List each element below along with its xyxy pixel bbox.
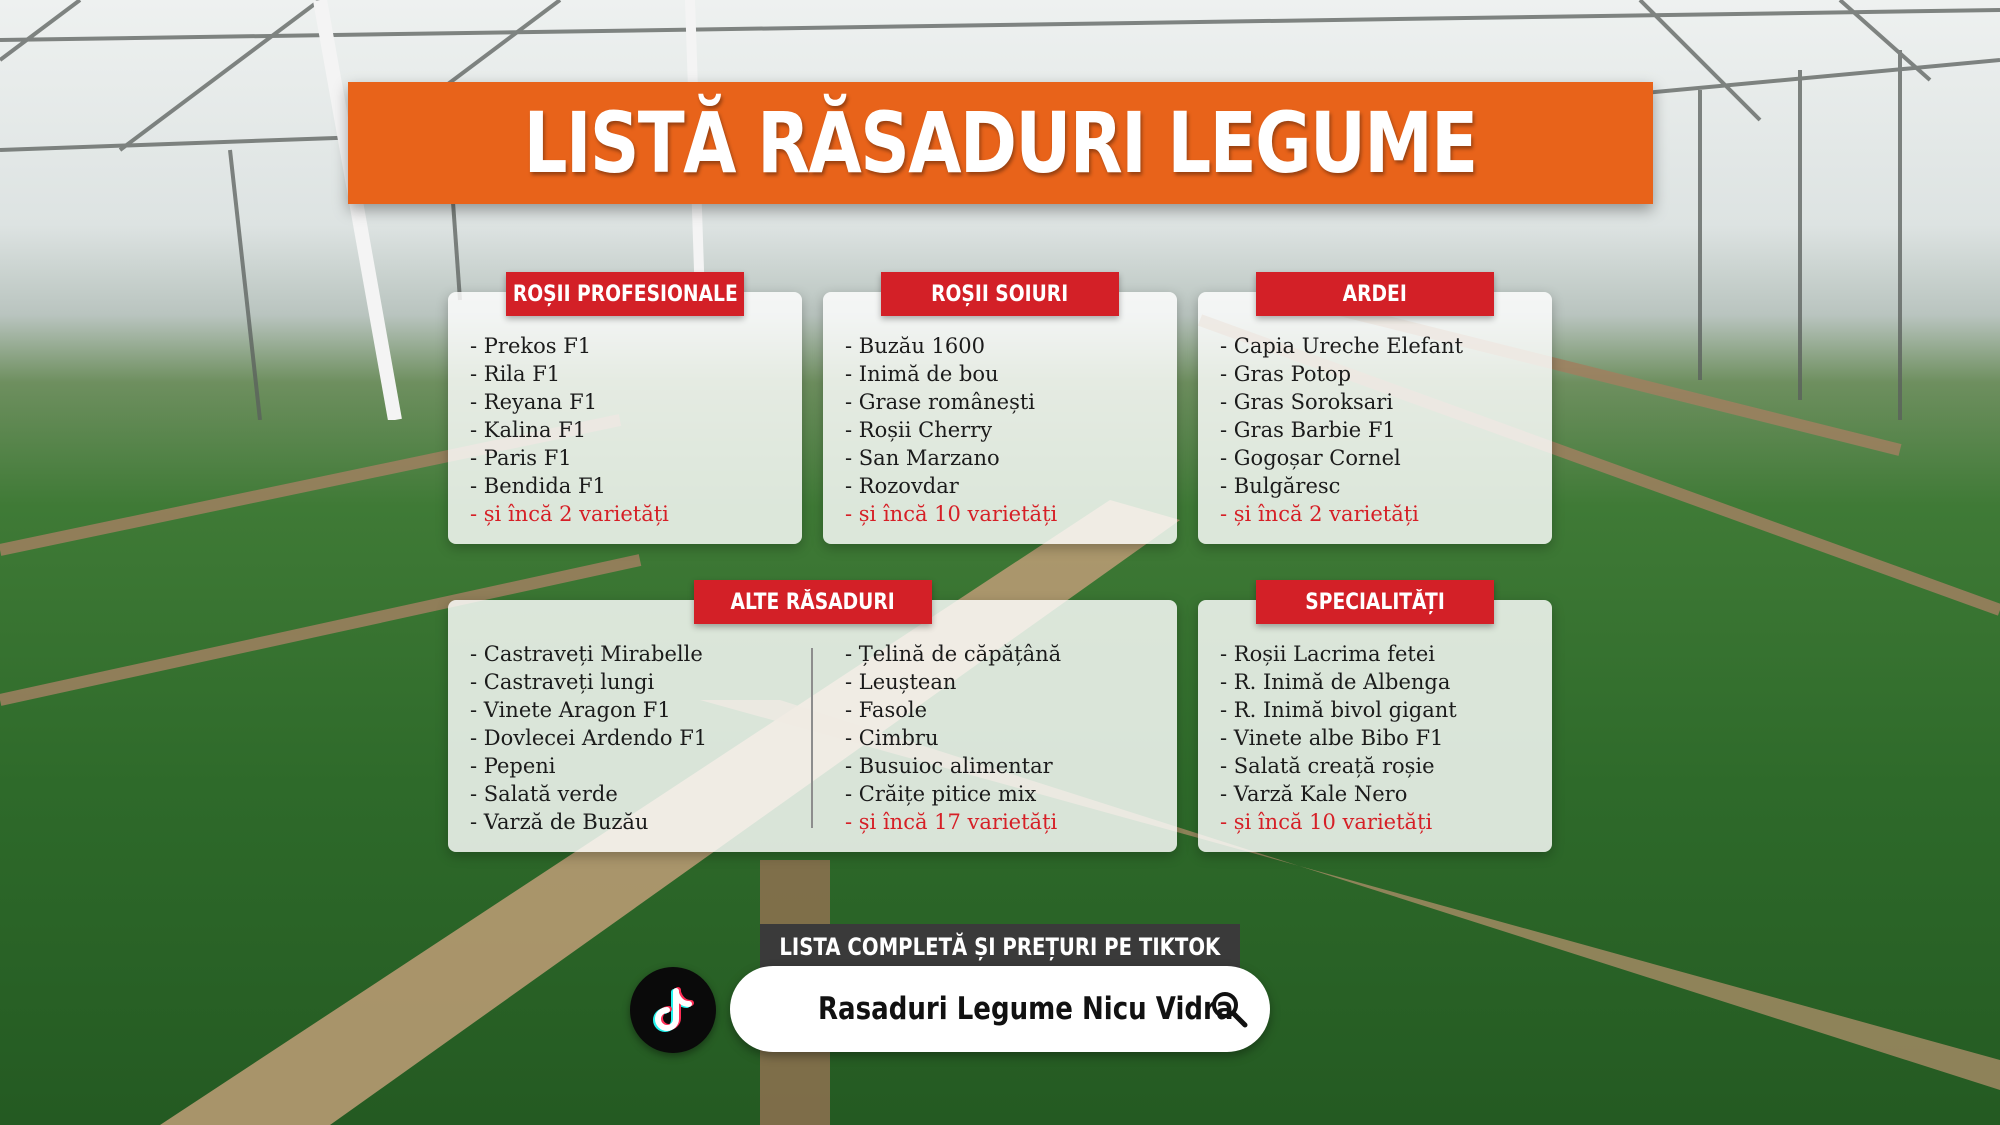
item-list [1220, 640, 1457, 836]
list-item: - Salată verde [470, 780, 707, 808]
list-item: - Pepeni [470, 752, 707, 780]
list-item: - Gras Potop [1220, 360, 1463, 388]
list-item: - Salată creață roșie [1220, 752, 1457, 780]
list-item: - Capia Ureche Elefant [1220, 332, 1463, 360]
page-title: LISTĂ RĂSADURI LEGUME [524, 94, 1477, 192]
card-heading-tag [1256, 272, 1494, 316]
list-item: - Reyana F1 [470, 388, 669, 416]
more-varieties: - și încă 10 varietăți [845, 500, 1057, 528]
list-item: - Varză Kale Nero [1220, 780, 1457, 808]
item-list [1220, 332, 1463, 528]
more-varieties: - și încă 10 varietăți [1220, 808, 1457, 836]
card-alte-rasaduri [448, 589, 1177, 852]
list-item: - Roșii Lacrima fetei [1220, 640, 1457, 668]
list-item: - Vinete Aragon F1 [470, 696, 707, 724]
list-item: - Vinete albe Bibo F1 [1220, 724, 1457, 752]
card-heading-tag [506, 272, 744, 316]
list-item: - Kalina F1 [470, 416, 669, 444]
list-item: - Prekos F1 [470, 332, 669, 360]
card-heading: ROȘII PROFESIONALE [512, 281, 738, 307]
list-item: - Leuștean [845, 668, 1061, 696]
card-heading: ARDEI [1342, 281, 1408, 307]
list-item: - Grase românești [845, 388, 1057, 416]
list-item: - Țelină de căpățână [845, 640, 1061, 668]
list-item: - Busuioc alimentar [845, 752, 1061, 780]
column-divider [811, 648, 813, 828]
list-item: - Paris F1 [470, 444, 669, 472]
card-heading-tag [881, 272, 1119, 316]
list-item: - Rozovdar [845, 472, 1057, 500]
list-item: - Cimbru [845, 724, 1061, 752]
tiktok-label-text: LISTA COMPLETĂ ȘI PREȚURI PE TIKTOK [779, 933, 1221, 961]
card-rosii-profesionale [448, 281, 802, 544]
item-list [845, 332, 1057, 528]
magnifier-icon[interactable] [1208, 988, 1250, 1030]
more-varieties: - și încă 2 varietăți [1220, 500, 1463, 528]
list-item: - Roșii Cherry [845, 416, 1057, 444]
card-heading-tag [1256, 580, 1494, 624]
list-item: - R. Inimă bivol gigant [1220, 696, 1457, 724]
list-item: - R. Inimă de Albenga [1220, 668, 1457, 696]
item-list-right [845, 640, 1061, 836]
list-item: - Gras Soroksari [1220, 388, 1463, 416]
card-heading-tag [694, 580, 932, 624]
card-heading: ROȘII SOIURI [931, 281, 1069, 307]
tiktok-search-box[interactable] [730, 966, 1270, 1052]
card-ardei [1198, 281, 1552, 544]
list-item: - Bendida F1 [470, 472, 669, 500]
title-banner [348, 82, 1653, 204]
item-list [470, 332, 669, 528]
list-item: - Gras Barbie F1 [1220, 416, 1463, 444]
search-query: Rasaduri Legume Nicu Vidra [818, 991, 1234, 1027]
list-item: - Castraveți Mirabelle [470, 640, 707, 668]
list-item: - Fasole [845, 696, 1061, 724]
list-item: - Crăițe pitice mix [845, 780, 1061, 808]
list-item: - Rila F1 [470, 360, 669, 388]
tiktok-label [760, 924, 1240, 970]
list-item: - Varză de Buzău [470, 808, 707, 836]
card-specialitati [1198, 589, 1552, 852]
more-varieties: - și încă 17 varietăți [845, 808, 1061, 836]
list-item: - Buzău 1600 [845, 332, 1057, 360]
more-varieties: - și încă 2 varietăți [470, 500, 669, 528]
tiktok-note-icon [646, 983, 700, 1037]
tiktok-logo-icon[interactable] [630, 967, 716, 1053]
list-item: - Dovlecei Ardendo F1 [470, 724, 707, 752]
card-heading: SPECIALITĂȚI [1305, 589, 1445, 615]
item-list-left [470, 640, 707, 836]
card-rosii-soiuri [823, 281, 1177, 544]
list-item: - San Marzano [845, 444, 1057, 472]
list-item: - Castraveți lungi [470, 668, 707, 696]
card-heading: ALTE RĂSADURI [730, 589, 896, 615]
list-item: - Inimă de bou [845, 360, 1057, 388]
list-item: - Bulgăresc [1220, 472, 1463, 500]
list-item: - Gogoșar Cornel [1220, 444, 1463, 472]
